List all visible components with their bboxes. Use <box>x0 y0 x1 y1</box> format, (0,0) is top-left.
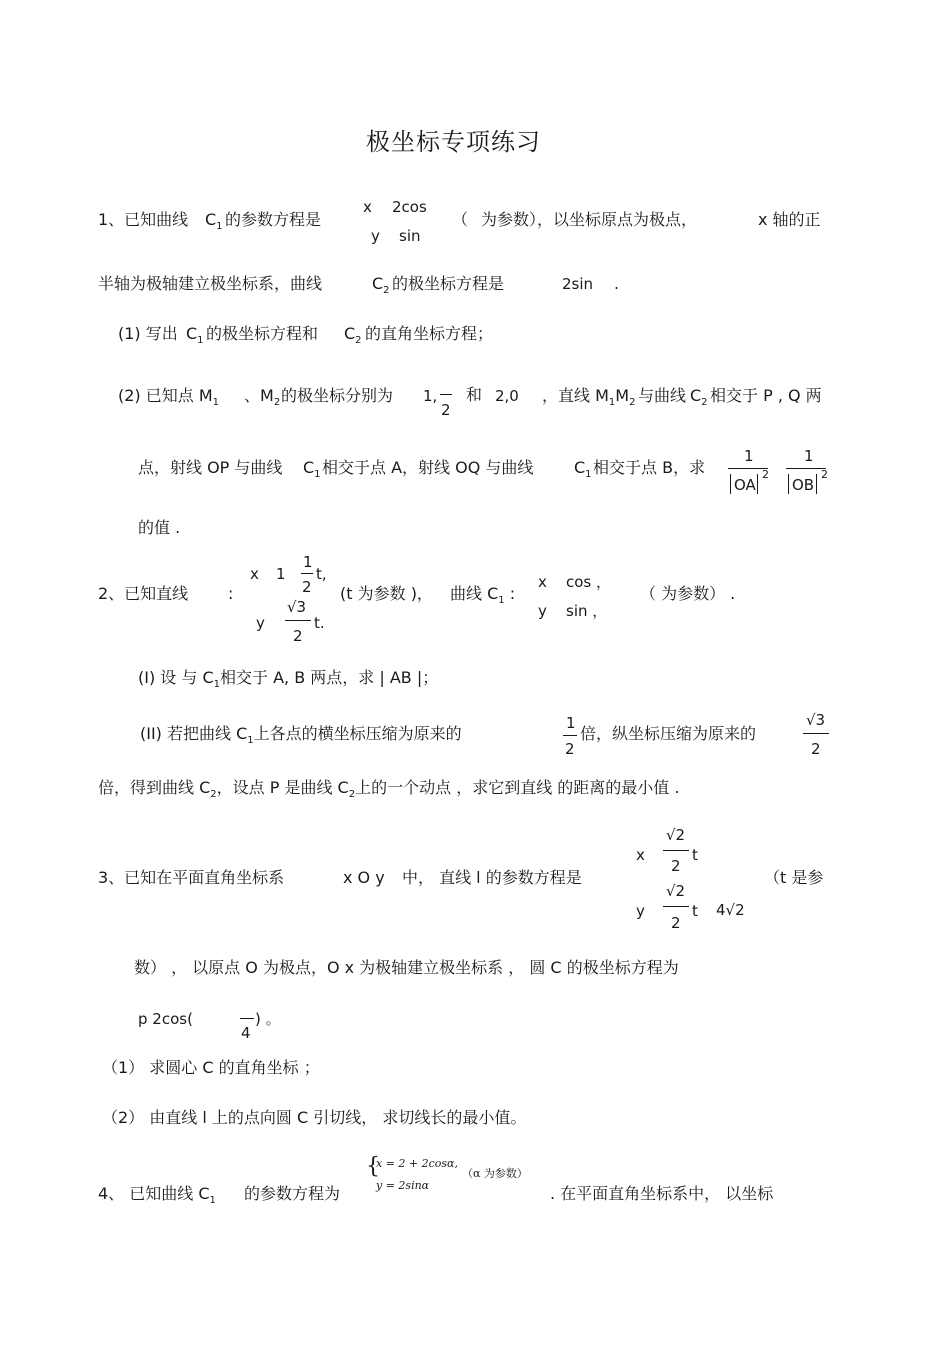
q1-part1-label: (1) 写出 <box>118 324 178 343</box>
q2-eq-x-rhs: 1 <box>276 565 286 583</box>
q2-frac-num: 1 <box>303 553 313 571</box>
q1-param-note: 为参数），以坐标原点为极点， <box>481 210 698 229</box>
q1-part2-point2: 2,0 <box>495 387 519 405</box>
q4-text: 的参数方程为 <box>244 1184 341 1203</box>
q1-frac2-num: 1 <box>804 447 814 465</box>
q4-param-note: （α 为参数） <box>462 1167 528 1180</box>
q2-t-dot: t. <box>314 614 325 632</box>
q2-part2-bei: 倍，纵坐标压缩为原来的 <box>580 724 757 743</box>
q1-part2-end: 的值 . <box>138 518 181 537</box>
q1-part2-label: (2) 已知点 $M_1$ <box>118 386 220 408</box>
q1-intro: 1、已知曲线 <box>98 210 189 229</box>
q1-frac1-num: 1 <box>744 447 754 465</box>
q3-t-note: （t 是参 <box>764 868 824 887</box>
q3-eq-x-den: 2 <box>671 857 681 875</box>
q4-intro: 4、 已知曲线 $C_1$ <box>98 1184 216 1206</box>
q1-c2: $C_2$ <box>372 274 390 296</box>
q1-part2-text-d: 相交于 P , Q 两 <box>710 386 822 405</box>
q1-part1-c1: $C_1$ <box>186 324 204 346</box>
q1-part2-line2-c1b: $C_1$ <box>574 458 592 480</box>
q2-sqrt3: √3 <box>287 598 307 616</box>
q2-colon: : <box>228 584 234 603</box>
q3-eq-x-t: t <box>692 846 698 864</box>
q2-part2-frac-num: 1 <box>566 714 576 732</box>
q1-c1: $C_1$ <box>205 210 223 232</box>
q3-eq-x-bar <box>663 850 689 851</box>
q3-eq-y-sqrt2: √2 <box>666 882 686 900</box>
q1-ob-sq: 2 <box>821 468 828 481</box>
q2-eq-x: x <box>250 565 259 583</box>
q1-oa-sq: 2 <box>762 468 769 481</box>
q3-eq-x: x <box>636 846 645 864</box>
q2-curve-sin: sin ， <box>566 602 608 620</box>
q1-part1-text-a: 的极坐标方程和 <box>206 324 319 343</box>
q1-part2-frac-den: 2 <box>441 401 451 419</box>
q1-part2-point1: 1, <box>423 387 438 405</box>
q3-sub2: （2） 由直线 l 上的点向圆 C 引切线， 求切线长的最小值。 <box>102 1108 527 1127</box>
q2-part2-sqrt3-bar <box>803 733 829 734</box>
q1-part2-line2-c1a: $C_1$ <box>303 458 321 480</box>
q2-sqrt3-bar <box>285 620 311 621</box>
q2-part2-frac-bar <box>563 735 577 736</box>
q1-part2-text-a: 的极坐标分别为 <box>281 386 394 405</box>
q1-abs-right-oa <box>757 474 758 494</box>
q3-xoy: x O y <box>343 868 385 887</box>
q2-frac-den: 2 <box>302 578 312 596</box>
q1-eq-y-val: sin <box>399 227 421 245</box>
q2-part2-frac-den: 2 <box>565 740 575 758</box>
q1-text: 的参数方程是 <box>225 210 322 229</box>
q1-eq-x: x <box>363 198 372 216</box>
q2-part2-sqrt3-den: 2 <box>811 740 821 758</box>
q1-rho-eq: 2sin <box>562 275 594 293</box>
q2-part1: (I) 设 与 $C_1$相交于 A, B 两点，求 | AB |； <box>138 668 439 690</box>
q3-text: 中， 直线 l 的参数方程是 <box>402 868 582 887</box>
q1-dot: . <box>614 274 620 293</box>
q1-part2-m2: 、$M_2$ <box>244 386 281 408</box>
q1-part2-line-m1: ，直线 $M_1M_2$ <box>542 386 636 408</box>
q3-eq-y-bar <box>663 906 689 907</box>
q2-t-comma: t, <box>316 565 327 583</box>
q2-curve-x: x <box>538 573 547 591</box>
q3-eq-y: y <box>636 902 645 920</box>
q3-eq-y-const: 4√2 <box>716 901 745 919</box>
q1-abs-left-oa <box>730 474 731 494</box>
q1-frac2-bar <box>786 468 826 469</box>
q1-paren: （ <box>452 210 469 229</box>
q3-sub1: （1） 求圆心 C 的直角坐标 ； <box>102 1058 320 1077</box>
q1-part2-c2: $C_2$ <box>690 386 708 408</box>
q3-frac-bar <box>240 1018 254 1019</box>
q2-curve: 曲线 $C_1$ : <box>450 584 516 606</box>
q2-eq-y: y <box>256 614 265 632</box>
q3-rho: p 2cos( <box>138 1010 193 1028</box>
q3-eq-y-den: 2 <box>671 914 681 932</box>
q1-part2-text-c: 与曲线 <box>638 386 687 405</box>
q1-line2: 半轴为极轴建立极坐标系，曲线 <box>98 274 323 293</box>
q1-x-axis: x 轴的正 <box>758 210 821 229</box>
q4-eq1: x = 2 + 2cosα, <box>376 1157 458 1170</box>
q2-curve-cos: cos ， <box>566 573 612 591</box>
q2-param-note: （ 为参数） . <box>640 584 736 603</box>
q2-curve-y: y <box>538 602 547 620</box>
q2-frac-bar <box>301 573 313 574</box>
q2-line3: 倍，得到曲线 $C_2$，设点 P 是曲线 $C_2$上的一个动点 ，求它到直线 的距离的最小值 . <box>98 778 680 800</box>
q1-part2-frac-bar <box>440 394 452 395</box>
q4-eq2: y = 2sinα <box>376 1179 430 1192</box>
q1-abs-left-ob <box>788 474 789 494</box>
q3-intro: 3、已知在平面直角坐标系 <box>98 868 285 887</box>
q1-part2-line2b: 相交于点 A，射线 OQ 与曲线 <box>322 458 534 477</box>
q3-close: ) 。 <box>255 1010 281 1028</box>
q3-eq-x-sqrt2: √2 <box>666 826 686 844</box>
q1-abs-right-ob <box>816 474 817 494</box>
q1-part2-he: 和 <box>466 385 483 404</box>
q1-eq-y: y <box>371 227 380 245</box>
q3-eq-y-t: t <box>692 902 698 920</box>
page-title: 极坐标专项练习 <box>366 128 541 156</box>
q1-line2b: 的极坐标方程是 <box>392 274 505 293</box>
q1-oa: OA <box>734 476 756 494</box>
q2-t-note: (t 为参数 )， <box>340 584 433 603</box>
q1-eq-x-val: 2cos <box>392 198 427 216</box>
q2-part2-sqrt3: √3 <box>806 711 826 729</box>
q2-part2: (II) 若把曲线 $C_1$上各点的横坐标压缩为原来的 <box>140 724 462 746</box>
q1-part1-text-b: 的直角坐标方程； <box>365 324 494 343</box>
q1-part1-c2: $C_2$ <box>344 324 362 346</box>
q4-brace: { <box>366 1154 380 1179</box>
q1-ob: OB <box>792 476 815 494</box>
q1-part2-line2c: 相交于点 B，求 <box>593 458 706 477</box>
q2-intro: 2、已知直线 <box>98 584 189 603</box>
q4-text2: . 在平面直角坐标系中， 以坐标 <box>550 1184 774 1203</box>
q3-frac-den: 4 <box>241 1024 251 1042</box>
q3-line2: 数） ， 以原点 O 为极点，O x 为极轴建立极坐标系 ， 圆 C 的极坐标方程为 <box>134 958 679 977</box>
q1-part2-line2a: 点，射线 OP 与曲线 <box>138 458 283 477</box>
q2-sqrt3-den: 2 <box>293 627 303 645</box>
